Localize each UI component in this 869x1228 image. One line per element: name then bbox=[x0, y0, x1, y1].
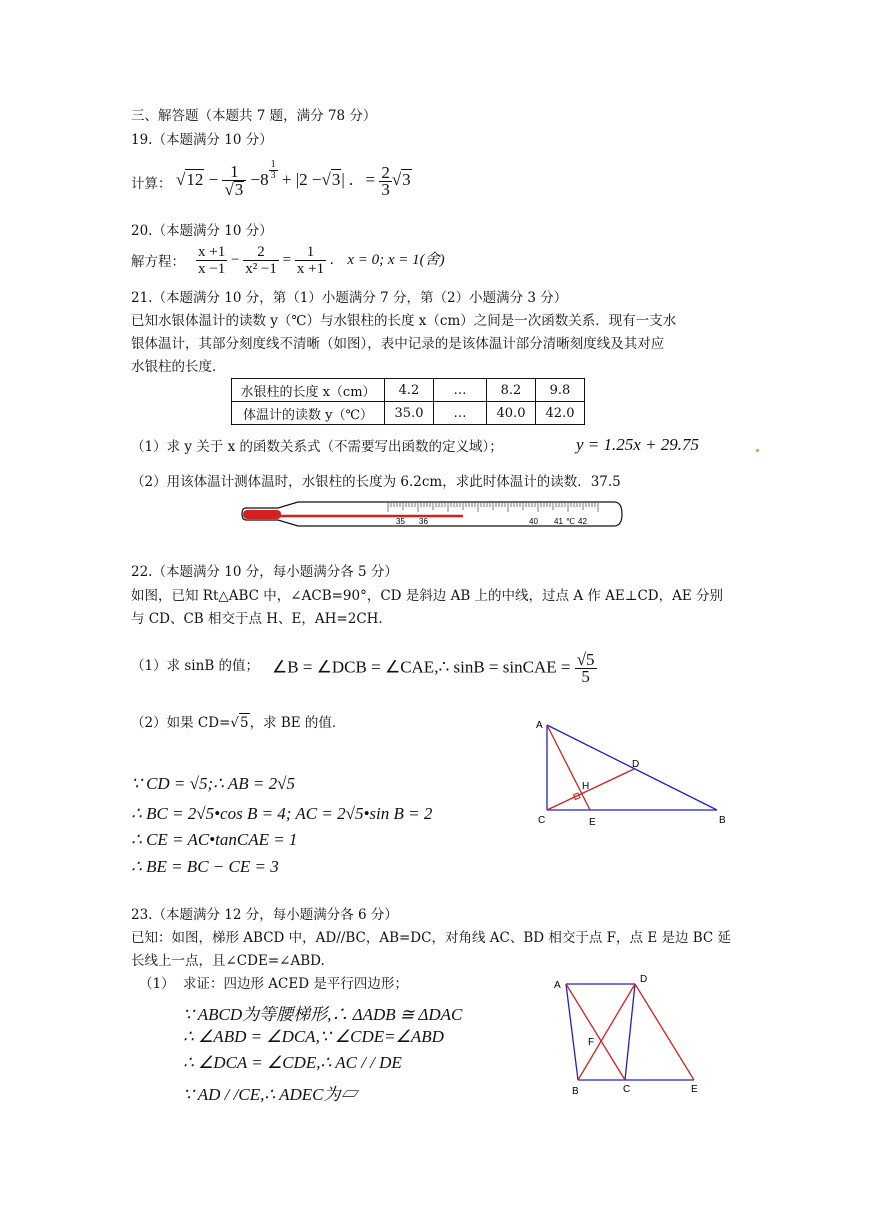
table-row bbox=[232, 402, 585, 425]
table-cell: 9.8 bbox=[536, 379, 585, 402]
q23-part1-number: （1） bbox=[139, 976, 175, 992]
tick-label-35: 35 bbox=[396, 517, 405, 526]
q20-equation: $\frac{x +1}{x -1}$ − $\frac{2}{\text{x² −1}}$ = $\frac{1}{x +1}$ . x = 0; x = 1(舍) bbox=[198, 244, 445, 277]
q22-solution-line4: ∴ BE = BC − CE = 3 bbox=[131, 857, 279, 876]
label-D: D bbox=[632, 759, 640, 770]
q23-line1: 已知：如图，梯形 ABCD 中，AD//BC，AB=DC，对角线 AC、BD 相交于点 F，点 E 是边 BC 延 bbox=[131, 930, 732, 946]
q21-line2: 银体温计，其部分刻度线不清晰（如图），表中记录的是该体温计部分清晰刻度线及其对应 bbox=[131, 336, 665, 352]
table-row bbox=[232, 379, 585, 402]
mercury-bulb bbox=[243, 510, 281, 519]
label-B: B bbox=[719, 815, 726, 826]
segment-DE bbox=[635, 984, 694, 1080]
q23-solution-line1: ∵ ABCD为等腰梯形,∴ ΔADB ≅ ΔDAC bbox=[183, 1005, 463, 1024]
label-E: E bbox=[691, 1084, 698, 1095]
tick-label-40: 40 bbox=[529, 517, 538, 526]
q21-header: 21.（本题满分 10 分，第（1）小题满分 7 分，第（2）小题满分 3 分） bbox=[131, 290, 568, 306]
table-cell: … bbox=[434, 402, 487, 425]
label-A: A bbox=[536, 720, 543, 731]
table-cell: 4.2 bbox=[385, 379, 434, 402]
segment-CD bbox=[547, 769, 634, 810]
q21-part1-answer: y = 1.25x + 29.75 bbox=[576, 435, 700, 454]
q21-part1: （1）求 y 关于 x 的函数关系式（不需要写出函数的定义域）； bbox=[131, 439, 503, 455]
q21-line1: 已知水银体温计的读数 y（℃）与水银柱的长度 x（cm）之间是一次函数关系．现有一支水 bbox=[131, 313, 677, 329]
q22-line2: 与 CD、CB 相交于点 H、E，AH=2CH. bbox=[131, 611, 383, 627]
label-C: C bbox=[538, 815, 546, 826]
mark-dot bbox=[756, 449, 759, 452]
thermometer-figure bbox=[238, 496, 628, 532]
segment-AE bbox=[547, 725, 590, 810]
degree-unit-label: ℃ bbox=[566, 517, 575, 526]
q22-solution-line1: ∵ CD = √5;∴ AB = 2√5 bbox=[131, 774, 295, 793]
q23-solution-line4: ∵ AD / /CE,∴ ADEC为▱ bbox=[183, 1085, 358, 1104]
q23-trapezoid-figure bbox=[548, 968, 718, 1098]
q23-solution-line2: ∴ ∠ABD = ∠DCA,∵ ∠CDE=∠ABD bbox=[183, 1027, 444, 1046]
q22-triangle-figure bbox=[530, 712, 740, 832]
q23-solution-line3: ∴ ∠DCA = ∠CDE,∴ AC / / DE bbox=[183, 1053, 402, 1072]
table-cell: 40.0 bbox=[487, 402, 536, 425]
q23-part1: 求证：四边形 ACED 是平行四边形； bbox=[183, 976, 408, 992]
table-cell: 水银柱的长度 x（cm） bbox=[232, 379, 385, 402]
segment-AB bbox=[566, 984, 578, 1080]
tick-label-42: 42 bbox=[578, 517, 587, 526]
table-cell: 体温计的读数 y（℃） bbox=[232, 402, 385, 425]
q20-prompt: 解方程： bbox=[131, 254, 185, 270]
q21-part2: （2）用该体温计测体温时，水银柱的长度为 6.2cm，求此时体温计的读数．37.5 bbox=[131, 474, 621, 490]
tick-label-41: 41 bbox=[554, 517, 563, 526]
q21-line3: 水银柱的长度． bbox=[131, 359, 226, 375]
label-B: B bbox=[572, 1086, 579, 1097]
q22-part2: （2）如果 CD=√5，求 BE 的值． bbox=[131, 715, 346, 731]
label-C: C bbox=[623, 1084, 631, 1095]
label-H: H bbox=[582, 781, 590, 792]
q19-prompt: 计算： bbox=[131, 176, 172, 192]
q23-header: 23.（本题满分 12 分，每小题满分各 6 分） bbox=[131, 907, 398, 923]
label-F: F bbox=[588, 1037, 595, 1048]
q22-header: 22.（本题满分 10 分，每小题满分各 5 分） bbox=[131, 564, 398, 580]
q22-solution-line2: ∴ BC = 2√5•cos B = 4; AC = 2√5•sin B = 2 bbox=[131, 804, 433, 823]
label-E: E bbox=[589, 817, 596, 828]
q23-line2: 长线上一点，且∠CDE=∠ABD. bbox=[131, 953, 325, 969]
thermometer-scale bbox=[388, 503, 598, 512]
q19-header: 19.（本题满分 10 分） bbox=[131, 132, 273, 148]
section-title: 三、解答题（本题共 7 题，满分 78 分） bbox=[131, 108, 377, 124]
q22-part1-math: ∠B = ∠DCB = ∠CAE,∴ sinB = sinCAE = $\frac{√5}{5}$ bbox=[272, 650, 595, 686]
table-cell: 42.0 bbox=[536, 402, 585, 425]
label-A: A bbox=[554, 980, 561, 991]
table-cell: … bbox=[434, 379, 487, 402]
tick-label-36: 36 bbox=[419, 517, 428, 526]
q19-expression: √12 − $\frac{1}{√3}$ −8 $\frac{1}{3}$ + |2 −√3| . = $\frac{2}{3}$ √3 bbox=[176, 159, 411, 199]
label-D: D bbox=[640, 974, 648, 985]
segment-AC bbox=[566, 984, 625, 1080]
q22-solution-line3: ∴ CE = AC•tanCAE = 1 bbox=[131, 830, 298, 849]
q22-part1: （1）求 sinB 的值； bbox=[131, 658, 260, 674]
q22-line1: 如图，已知 Rt△ABC 中，∠ACB=90°，CD 是斜边 AB 上的中线，过点 A 作 AE⊥CD，AE 分别 bbox=[131, 588, 724, 604]
table-cell: 35.0 bbox=[385, 402, 434, 425]
table-cell: 8.2 bbox=[487, 379, 536, 402]
q20-header: 20.（本题满分 10 分） bbox=[131, 223, 273, 239]
q21-data-table bbox=[231, 378, 585, 425]
